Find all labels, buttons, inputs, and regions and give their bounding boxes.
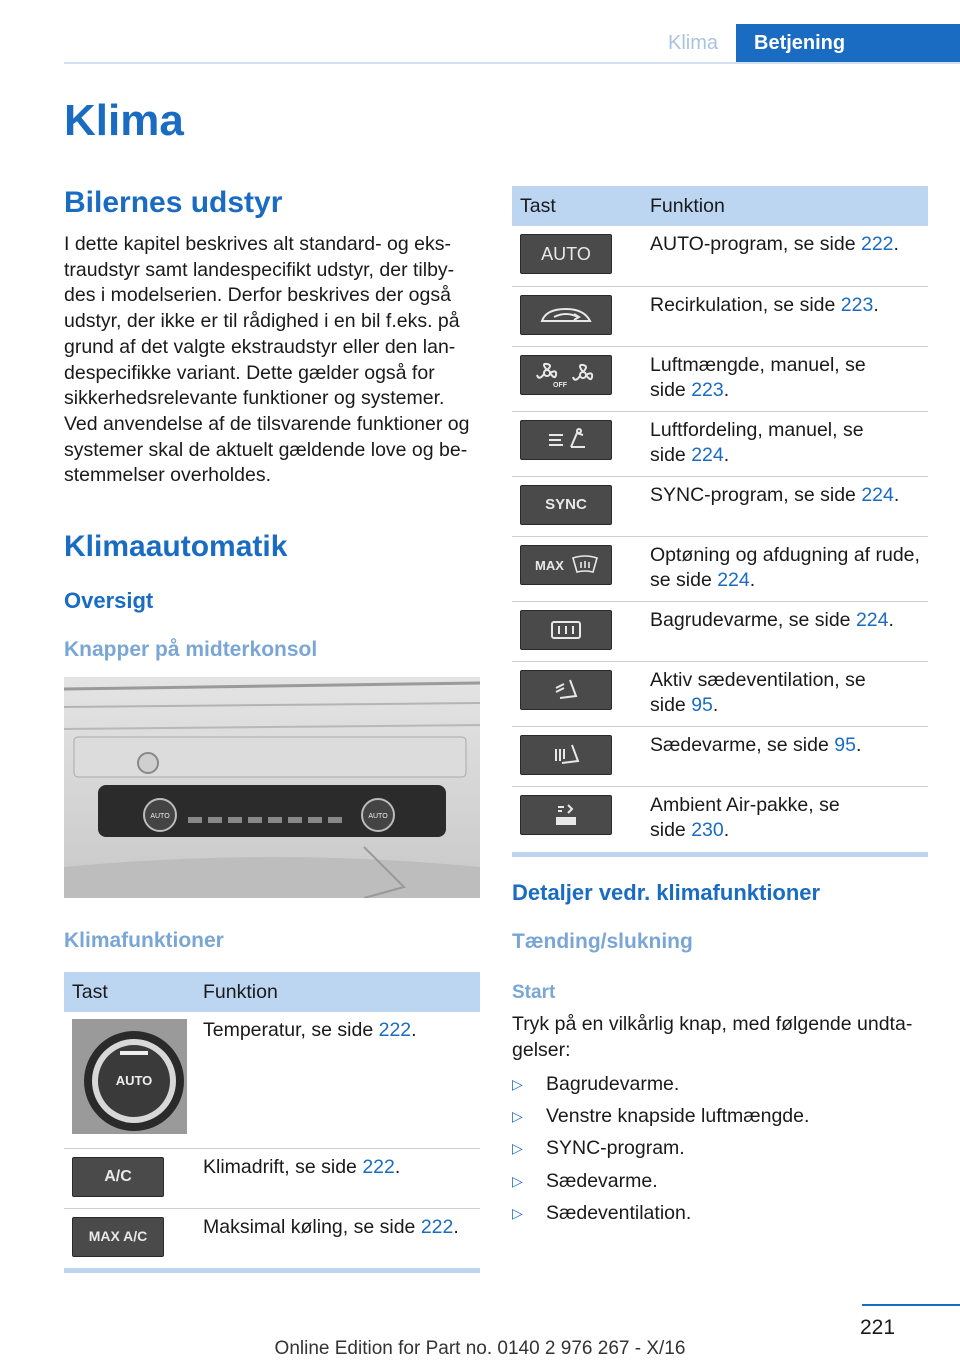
function-text: Temperatur, se side: [203, 1019, 379, 1041]
header-tab-klima[interactable]: Klima: [667, 31, 718, 54]
edition-footer: Online Edition for Part no. 0140 2 976 267 - X/16: [274, 1338, 686, 1359]
table-header-row: [512, 186, 928, 226]
text-line: Tryk på en vilkårlig knap, med følgende undta‐: [512, 1013, 913, 1035]
key-cell: [64, 1208, 195, 1268]
table-header-row: [64, 972, 480, 1012]
function-text: side: [650, 378, 692, 401]
subheading-klimafunktioner: Klimafunktioner: [64, 929, 224, 952]
header-rule: [64, 62, 960, 64]
key-cell: [64, 1148, 195, 1208]
table-row: [64, 1208, 480, 1268]
table-row: [64, 1148, 480, 1208]
fan-speed-icon: [520, 355, 612, 395]
page-ref-link[interactable]: 222: [860, 233, 894, 255]
function-cell: Luftmængde, manuel, se side 223.: [642, 346, 928, 411]
column-header-funktion: Funktion: [642, 186, 928, 226]
function-text: Klimadrift, se side: [203, 1155, 363, 1178]
text-line: systemer skal de aktuelt gældende love og be‐: [64, 438, 468, 461]
column-header-tast: Tast: [64, 972, 195, 1012]
max-ac-button-icon: MAX A/C: [72, 1217, 164, 1257]
text-line: despecifikke variant. Dette gælder også for: [64, 361, 435, 384]
page-ref-link[interactable]: 224: [691, 443, 724, 466]
page-ref-link[interactable]: 223: [840, 293, 874, 316]
section-heading-klimaautomatik: Klimaautomatik: [64, 530, 288, 563]
key-cell: [512, 601, 642, 661]
page-ref-link[interactable]: 223: [691, 378, 724, 401]
table-row: [512, 536, 928, 601]
key-cell: [512, 661, 642, 726]
function-text: AUTO-program, se side: [650, 233, 861, 255]
intro-paragraph: [64, 232, 469, 489]
console-photo: [64, 677, 480, 898]
key-cell: [512, 786, 642, 851]
triangle-bullet-icon: ▷: [512, 1204, 523, 1221]
text-line: udstyr, der ikke er til rådighed i en bil f.eks. på: [64, 310, 460, 333]
ac-button-icon: A/C: [72, 1157, 164, 1197]
rear-window-heat-icon: [520, 610, 612, 650]
table-row: [64, 1012, 480, 1148]
page-ref-link[interactable]: 95: [834, 733, 856, 756]
text-line: Ved anvendelse af de tilsvarende funktioner og: [64, 412, 470, 435]
list-item-text: Venstre knapside luftmængde.: [546, 1104, 810, 1127]
function-text: se side: [650, 568, 718, 591]
function-text: side: [650, 818, 692, 841]
climate-functions-table-right: [512, 186, 928, 851]
function-text: Ambient Air-pakke, se: [650, 793, 840, 816]
list-item-text: Bagrudevarme.: [546, 1072, 680, 1095]
text-line: grund af det valgte ekstraudstyr eller den lan‐: [64, 335, 456, 358]
page-ref-link[interactable]: 95: [691, 693, 713, 716]
recirculation-icon: [520, 295, 612, 335]
function-text: Bagrudevarme, se side: [650, 608, 856, 631]
column-header-funktion: Funktion: [195, 972, 480, 1012]
panel-auto-label: AUTO: [368, 813, 388, 820]
temperature-knob-icon: [72, 1019, 187, 1134]
function-text: Luftmængde, manuel, se: [650, 353, 866, 376]
list-item-text: Sædeventilation.: [546, 1201, 692, 1224]
text-line: des i modelserien. Derfor beskrives der også: [64, 284, 451, 307]
page-ref-link[interactable]: 222: [378, 1019, 412, 1041]
function-text: Luftfordeling, manuel, se: [650, 418, 864, 441]
list-item: [512, 1165, 809, 1197]
function-text: Sædevarme, se side: [650, 733, 835, 756]
page-ref-link[interactable]: 224: [717, 568, 750, 591]
page-ref-link[interactable]: 222: [420, 1215, 454, 1238]
page-ref-link[interactable]: 222: [362, 1155, 395, 1178]
function-cell: AUTO-program, se side 222.: [642, 226, 928, 286]
subheading-start: Start: [512, 982, 556, 1003]
function-cell: Aktiv sædeventilation, se side 95.: [642, 661, 928, 726]
section-heading-detaljer: Detaljer vedr. klimafunktioner: [512, 880, 821, 905]
function-cell: Temperatur, se side 222.: [195, 1012, 480, 1148]
table-row: [512, 226, 928, 286]
function-text: SYNC-program, se side: [650, 483, 862, 506]
function-cell: Klimadrift, se side 222.: [195, 1148, 480, 1208]
text-line: sikkerhedsrelevante funktioner og systemer.: [64, 387, 445, 410]
climate-functions-table-left: [64, 972, 480, 1268]
table-row: [512, 601, 928, 661]
exception-list: [512, 1068, 809, 1229]
key-cell: [512, 286, 642, 346]
knob-auto-label: AUTO: [115, 1073, 153, 1088]
fan-off-label: OFF: [553, 381, 567, 389]
function-text: Recirkulation, se side: [650, 293, 841, 316]
seat-ventilation-icon: [520, 670, 612, 710]
key-cell: [512, 346, 642, 411]
text-line: traudstyr samt landespecifikt udstyr, der tilby‐: [64, 258, 455, 281]
key-cell: [64, 1012, 195, 1148]
key-cell: [512, 536, 642, 601]
function-text: Maksimal køling, se side: [203, 1215, 421, 1238]
list-item: [512, 1068, 809, 1100]
function-cell: Luftfordeling, manuel, se side 224.: [642, 411, 928, 476]
footer-rule: [862, 1304, 960, 1306]
table-row: [512, 661, 928, 726]
page-ref-link[interactable]: 224: [861, 483, 894, 506]
table-row: [512, 726, 928, 786]
key-cell: [512, 476, 642, 536]
function-text: Aktiv sædeventilation, se: [650, 668, 866, 691]
triangle-bullet-icon: ▷: [512, 1140, 523, 1157]
sync-button-icon: SYNC: [520, 485, 612, 525]
page-title: Klima: [64, 96, 184, 145]
windshield-defrost-icon: [520, 545, 612, 585]
start-paragraph: [512, 1012, 912, 1063]
function-text: Optøning og afdugning af rude,: [650, 543, 920, 566]
function-cell: Recirkulation, se side 223.: [642, 286, 928, 346]
key-cell: [512, 726, 642, 786]
page-ref-link[interactable]: 224: [855, 608, 889, 631]
defrost-max-label: MAX: [535, 557, 564, 573]
function-cell: Sædevarme, se side 95.: [642, 726, 928, 786]
auto-button-icon: AUTO: [520, 234, 612, 274]
list-item: [512, 1100, 809, 1132]
function-text: side: [650, 693, 692, 716]
seat-heating-icon: [520, 735, 612, 775]
table-end-rule: [64, 1268, 480, 1273]
triangle-bullet-icon: ▷: [512, 1075, 523, 1092]
subheading-oversigt: Oversigt: [64, 588, 154, 613]
function-cell: Optøning og afdugning af rude, se side 224.: [642, 536, 928, 601]
text-line: stemmelser overholdes.: [64, 464, 271, 487]
ambient-air-icon: [520, 795, 612, 835]
text-line: gelser:: [512, 1038, 571, 1061]
triangle-bullet-icon: ▷: [512, 1107, 523, 1124]
table-row: [512, 786, 928, 851]
triangle-bullet-icon: ▷: [512, 1172, 523, 1189]
subheading-taending: Tænding/slukning: [512, 930, 693, 953]
function-cell: Bagrudevarme, se side 224.: [642, 601, 928, 661]
page-number: 221: [860, 1316, 896, 1339]
list-item: [512, 1133, 809, 1165]
key-cell: [512, 411, 642, 476]
table-end-rule: [512, 852, 928, 857]
function-cell: Ambient Air-pakke, se side 230.: [650, 793, 840, 841]
list-item: [512, 1197, 809, 1229]
text-line: I dette kapitel beskrives alt standard- og eks‐: [64, 233, 451, 255]
function-text: side: [650, 443, 692, 466]
panel-auto-label: AUTO: [150, 813, 170, 820]
function-cell: Maksimal køling, se side 222.: [203, 1215, 459, 1238]
air-distribution-icon: [520, 420, 612, 460]
section-heading-bilernes-udstyr: Bilernes udstyr: [64, 186, 283, 219]
table-row: [512, 476, 928, 536]
page-ref-link[interactable]: 230: [691, 818, 724, 841]
subheading-knapper: Knapper på midterkonsol: [64, 638, 318, 661]
table-row: [512, 286, 928, 346]
list-item-text: Sædevarme.: [546, 1169, 658, 1192]
table-row: [512, 411, 928, 476]
list-item-text: SYNC-program.: [546, 1137, 685, 1160]
key-cell: [512, 226, 642, 286]
column-header-tast: Tast: [512, 186, 642, 226]
table-row: [512, 346, 928, 411]
function-cell: SYNC-program, se side 224.: [642, 476, 928, 536]
header-tab-betjening[interactable]: Betjening: [736, 24, 960, 62]
